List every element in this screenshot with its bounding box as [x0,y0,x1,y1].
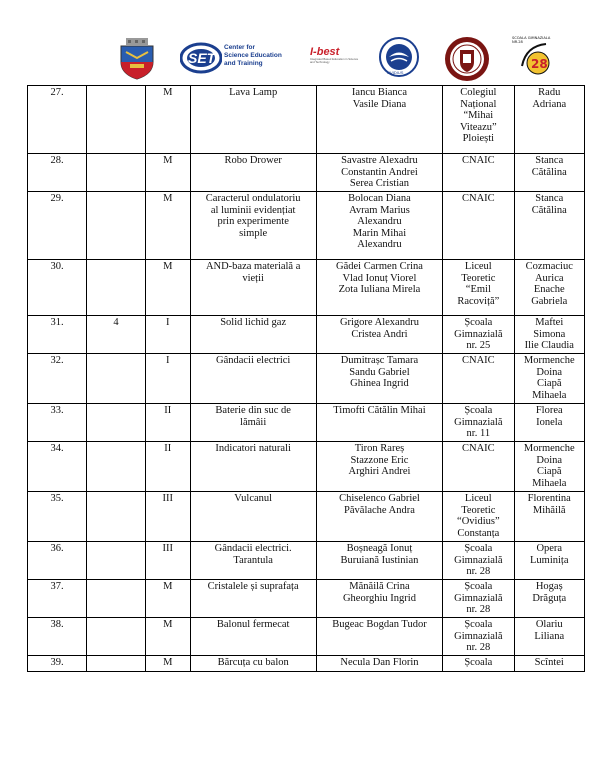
project-title: Cristalele și suprafața [190,580,316,618]
teacher-cell: Mormenche Doina Ciapă Mihaela [514,354,584,404]
students-cell: Grigore Alexandru Cristea Andri [316,316,442,354]
projects-table [27,85,585,672]
students-cell: Savastre Alexadru Constantin Andrei Serea Cristian [316,154,442,192]
logo-header [0,0,600,84]
set-center-logo [180,42,310,74]
table-row [28,404,585,442]
project-title: Indicatori naturali [190,442,316,492]
level-cell: I [146,354,191,404]
level-cell: III [146,492,191,542]
students-cell: Timofti Cătălin Mihai [316,404,442,442]
students-cell: Chiselenco Gabriel Păvălache Andra [316,492,442,542]
level-cell: II [146,442,191,492]
table-row [28,442,585,492]
project-title: Gândacii electrici. Tarantula [190,542,316,580]
group-cell [87,580,146,618]
row-number: 29. [28,192,87,260]
level-cell: M [146,154,191,192]
school-cell: Școala Gimnazială nr. 28 [443,542,514,580]
group-cell [87,86,146,154]
group-cell [87,542,146,580]
table-row [28,492,585,542]
level-cell: II [146,404,191,442]
city-coat-of-arms-logo [118,38,156,80]
school-cell: Școala [443,656,514,672]
table-row [28,86,585,154]
project-title: Robo Drower [190,154,316,192]
i-best-logo-subtext: Integrated Based Education in Science and Technology [310,57,359,65]
students-cell: Bugeac Bogdan Tudor [316,618,442,656]
project-title: Gândacii electrici [190,354,316,404]
school-cell: CNAIC [443,192,514,260]
set-logo-line: Science Education [224,52,282,59]
table-row [28,580,585,618]
scoala-logo-text: SCOALA GIMNAZIALA NR.28 [512,36,551,44]
school-cell: CNAIC [443,154,514,192]
row-number: 39. [28,656,87,672]
row-number: 36. [28,542,87,580]
group-cell [87,492,146,542]
row-number: 28. [28,154,87,192]
row-number: 38. [28,618,87,656]
group-cell [87,618,146,656]
table-row [28,316,585,354]
school-cell: CNAIC [443,354,514,404]
i-best-logo-text: I-best [310,46,340,58]
red-crest-logo [444,36,490,82]
students-cell: Mănăilă Crina Gheorghiu Ingrid [316,580,442,618]
level-cell: M [146,86,191,154]
students-cell: Iancu Bianca Vasile Diana [316,86,442,154]
group-cell [87,656,146,672]
row-number: 30. [28,260,87,316]
level-cell: III [146,542,191,580]
ovidius-university-logo [378,36,420,78]
table-row [28,656,585,672]
school-cell: CNAIC [443,442,514,492]
students-cell: Boșneagă Ionuț Buruiană Iustinian [316,542,442,580]
school-cell: Școala Gimnazială nr. 28 [443,580,514,618]
set-logo-line: and Training [224,60,263,67]
students-cell: Necula Dan Florin [316,656,442,672]
teacher-cell: Stanca Cătălina [514,154,584,192]
group-cell [87,404,146,442]
table-row [28,192,585,260]
table-row [28,542,585,580]
students-cell: Tiron Rareș Stazzone Eric Arghiri Andrei [316,442,442,492]
row-number: 32. [28,354,87,404]
table-row [28,618,585,656]
table-row [28,154,585,192]
set-logo-text: SET [188,50,216,66]
group-cell [87,154,146,192]
svg-text:28: 28 [531,57,548,71]
project-title: Vulcanul [190,492,316,542]
table-row [28,354,585,404]
teacher-cell: Cozmaciuc Aurica Enache Gabriela [514,260,584,316]
level-cell: M [146,192,191,260]
row-number: 27. [28,86,87,154]
group-cell [87,354,146,404]
level-cell: M [146,580,191,618]
group-cell [87,442,146,492]
set-logo-line: Center for [224,44,256,51]
school-cell: Colegiul Național “Mihai Viteazu” Ploiești [443,86,514,154]
row-number: 35. [28,492,87,542]
teacher-cell: Florea Ionela [514,404,584,442]
teacher-cell: Hogaș Drăguța [514,580,584,618]
school-cell: Școala Gimnazială nr. 11 [443,404,514,442]
project-title: Bărcuța cu balon [190,656,316,672]
level-cell: I [146,316,191,354]
school-cell: Liceul Teoretic “Emil Racoviță” [443,260,514,316]
project-title: Baterie din suc de lămâii [190,404,316,442]
students-cell: Dumitrașc Tamara Sandu Gabriel Ghinea Ingrid [316,354,442,404]
row-number: 34. [28,442,87,492]
teacher-cell: Maftei Simona Ilie Claudia [514,316,584,354]
group-cell: 4 [87,316,146,354]
ovidius-logo-text: OVIDIUS [387,70,404,75]
students-cell: Gădei Carmen Crina Vlad Ionuț Viorel Zota Iuliana Mirela [316,260,442,316]
table-row [28,260,585,316]
i-best-logo [310,46,362,68]
school-cell: Școala Gimnazială nr. 28 [443,618,514,656]
students-cell: Bolocan Diana Avram Marius Alexandru Marin Mihai Alexandru [316,192,442,260]
teacher-cell: Radu Adriana [514,86,584,154]
school-cell: Școala Gimnazială nr. 25 [443,316,514,354]
project-title: AND-baza materială a vieții [190,260,316,316]
group-cell [87,260,146,316]
group-cell [87,192,146,260]
row-number: 37. [28,580,87,618]
projects-table-body [28,86,585,672]
row-number: 31. [28,316,87,354]
teacher-cell: Olariu Liliana [514,618,584,656]
project-title: Balonul fermecat [190,618,316,656]
teacher-cell: Scîntei [514,656,584,672]
project-title: Solid lichid gaz [190,316,316,354]
project-title: Lava Lamp [190,86,316,154]
teacher-cell: Mormenche Doina Ciapă Mihaela [514,442,584,492]
school-cell: Liceul Teoretic “Ovidius” Constanța [443,492,514,542]
level-cell: M [146,618,191,656]
teacher-cell: Stanca Cătălina [514,192,584,260]
teacher-cell: Opera Luminița [514,542,584,580]
level-cell: M [146,656,191,672]
scoala-gimnaziala-28-logo [512,36,562,82]
row-number: 33. [28,404,87,442]
level-cell: M [146,260,191,316]
teacher-cell: Florentina Mihăilă [514,492,584,542]
project-title: Caracterul ondulatoriu al luminii evidențiat prin experimente simple [190,192,316,260]
